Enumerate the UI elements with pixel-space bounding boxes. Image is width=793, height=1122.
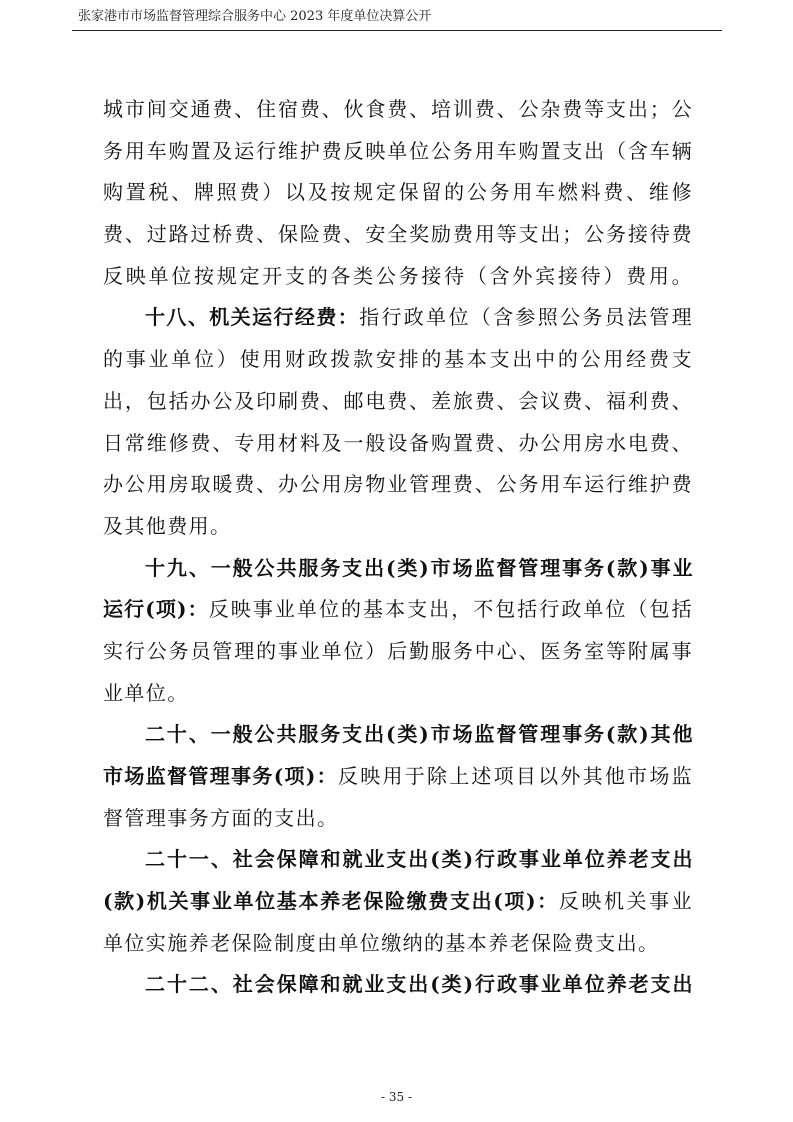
text-line: [103, 256, 693, 298]
section-heading: 二十一、社会保障和就业支出(类)行政事业单位养老支出: [145, 847, 693, 872]
line-text: 城市间交通费、住宿费、伙食费、培训费、公杂费等支出；公: [103, 97, 693, 121]
text-line: [103, 756, 693, 798]
text-line: [103, 548, 693, 590]
line-text: 反映事业单位的基本支出，不包括行政单位（包括: [208, 597, 693, 622]
line-text: 单位实施养老保险制度由单位缴纳的基本养老保险费支出。: [103, 930, 660, 955]
line-text: 反映机关事业: [558, 889, 694, 914]
line-text: 反映单位按规定开支的各类公务接待（含外宾接待）费用。: [103, 263, 693, 288]
line-text: 督管理事务方面的支出。: [103, 805, 339, 830]
line-text: 业单位。: [103, 680, 189, 705]
line-text: 实行公务员管理的事业单位）后勤服务中心、医务室等附属事: [103, 638, 693, 663]
text-line: [103, 673, 693, 715]
line-text: 出，包括办公及印刷费、邮电费、差旅费、会议费、福利费、: [103, 388, 693, 413]
text-line: [103, 798, 693, 840]
page-number: - 35 -: [380, 1090, 412, 1104]
text-line: [103, 131, 693, 173]
text-line: [103, 423, 693, 465]
line-text: 指行政单位（含参照公务员法管理: [359, 305, 694, 330]
text-line: [103, 464, 693, 506]
text-line: [103, 631, 693, 673]
line-text: 费、过路过桥费、保险费、安全奖励费用等支出；公务接待费: [103, 222, 693, 247]
text-line: [103, 714, 693, 756]
section-heading: 十八、机关运行经费：: [145, 305, 360, 330]
line-text: 务用车购置及运行维护费反映单位公务用车购置支出（含车辆: [103, 138, 693, 163]
text-line: [103, 381, 693, 423]
line-text: 办公用房取暖费、办公用房物业管理费、公务用车运行维护费: [103, 472, 693, 497]
text-line: [103, 297, 693, 339]
running-header: 张家港市市场监督管理综合服务中心 2023 年度单位决算公开: [78, 9, 432, 24]
text-line: [103, 172, 693, 214]
text-line: [103, 923, 693, 965]
section-heading: (款)机关事业单位基本养老保险缴费支出(项)：: [103, 889, 559, 914]
section-heading: 运行(项)：: [103, 597, 209, 622]
text-line: [103, 506, 693, 548]
body-text: [103, 89, 693, 1006]
section-heading: 二十二、社会保障和就业支出(类)行政事业单位养老支出: [145, 972, 693, 997]
text-line: [103, 881, 693, 923]
line-text: 日常维修费、专用材料及一般设备购置费、办公用房水电费、: [103, 430, 693, 455]
text-line: [103, 339, 693, 381]
text-line: [103, 214, 693, 256]
section-heading: 十九、一般公共服务支出(类)市场监督管理事务(款)事业: [145, 555, 693, 580]
section-heading: 二十、一般公共服务支出(类)市场监督管理事务(款)其他: [145, 722, 693, 747]
text-line: [103, 964, 693, 1006]
line-text: 的事业单位）使用财政拨款安排的基本支出中的公用经费支: [103, 347, 693, 372]
text-line: [103, 839, 693, 881]
text-line: [103, 589, 693, 631]
section-heading: 市场监督管理事务(项)：: [103, 764, 338, 788]
line-text: 反映用于除上述项目以外其他市场监: [338, 764, 693, 788]
header-divider: [72, 30, 722, 31]
line-text: 及其他费用。: [103, 513, 232, 538]
line-text: 购置税、牌照费）以及按规定保留的公务用车燃料费、维修: [103, 180, 693, 205]
text-line: [103, 89, 693, 131]
